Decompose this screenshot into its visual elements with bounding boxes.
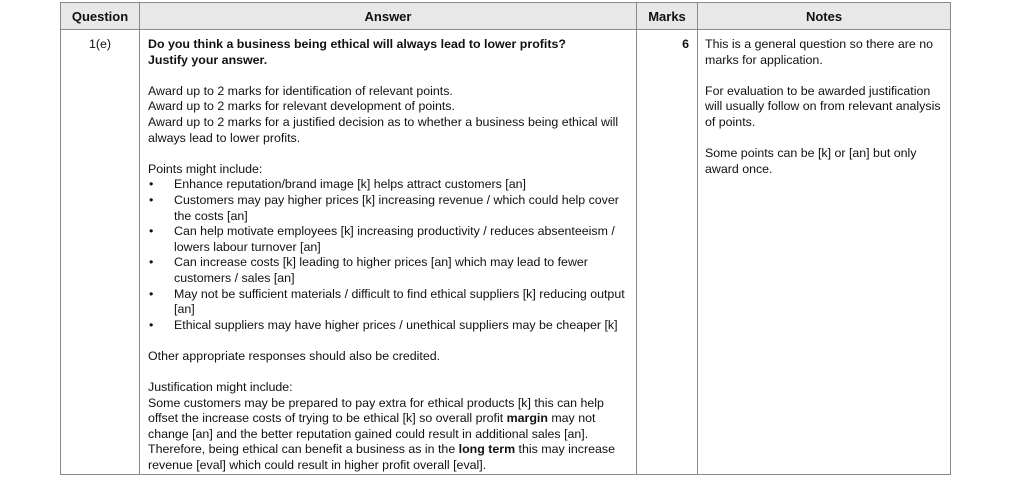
justification-text xyxy=(148,396,628,474)
justification-part: may not change [an] and the better reputation gained could result in additional sales [an]. Therefore, being ethical can benefit a business as in the xyxy=(148,411,596,457)
header-answer: Answer xyxy=(140,3,637,30)
header-notes: Notes xyxy=(698,3,951,30)
mark-scheme-table xyxy=(60,2,951,475)
points-list xyxy=(148,177,628,333)
answer-cell xyxy=(140,30,637,475)
award-line: Award up to 2 marks for a justified decision as to whether a business being ethical will always lead to lower profits. xyxy=(148,114,619,145)
notes-cell xyxy=(698,30,951,475)
list-item: • Enhance reputation/brand image [k] helps attract customers [an] xyxy=(148,177,628,193)
award-guidance xyxy=(148,84,628,146)
header-question: Question xyxy=(61,3,140,30)
question-prompt-line2: Justify your answer. xyxy=(148,52,268,67)
question-number: 1(e) xyxy=(61,30,140,475)
header-row xyxy=(61,3,951,30)
justification-part: this may increase revenue [eval] which could result in higher profit overall [eval]. xyxy=(148,442,615,473)
justification-part: Some customers may be prepared to pay extra for ethical products [k] this can help offset the increase costs of trying to be ethical [k] so overall profit xyxy=(148,395,604,426)
other-responses-note: Other appropriate responses should also be credited. xyxy=(148,348,441,363)
question-prompt xyxy=(148,37,628,68)
table-row xyxy=(61,30,951,475)
question-prompt-line1: Do you think a business being ethical will always lead to lower profits? xyxy=(148,37,566,51)
header-marks: Marks xyxy=(637,3,698,30)
list-item: • Can increase costs [k] leading to higher prices [an] which may lead to fewer customers / sales [an] xyxy=(148,255,628,286)
marks-value: 6 xyxy=(637,30,698,475)
list-item: • Ethical suppliers may have higher prices / unethical suppliers may be cheaper [k] xyxy=(148,318,628,334)
justification-bold-term: long term xyxy=(458,442,516,457)
award-line: Award up to 2 marks for identification of relevant points. xyxy=(148,83,453,98)
note-item: Some points can be [k] or [an] but only award once. xyxy=(705,146,917,176)
note-item: For evaluation to be awarded justification will usually follow on from relevant analysis of points. xyxy=(705,83,941,129)
list-item: • Can help motivate employees [k] increasing productivity / reduces absenteeism / lowers labour turnover [an] xyxy=(148,224,628,255)
award-line: Award up to 2 marks for relevant development of points. xyxy=(148,99,455,114)
justification-heading: Justification might include: xyxy=(148,380,293,395)
list-item: • May not be sufficient materials / difficult to find ethical suppliers [k] reducing output [an] xyxy=(148,287,628,318)
points-heading: Points might include: xyxy=(148,161,263,176)
justification-bold-term: margin xyxy=(506,411,548,426)
list-item: • Customers may pay higher prices [k] increasing revenue / which could help cover the costs [an] xyxy=(148,193,628,224)
note-item: This is a general question so there are no marks for application. xyxy=(705,37,933,67)
